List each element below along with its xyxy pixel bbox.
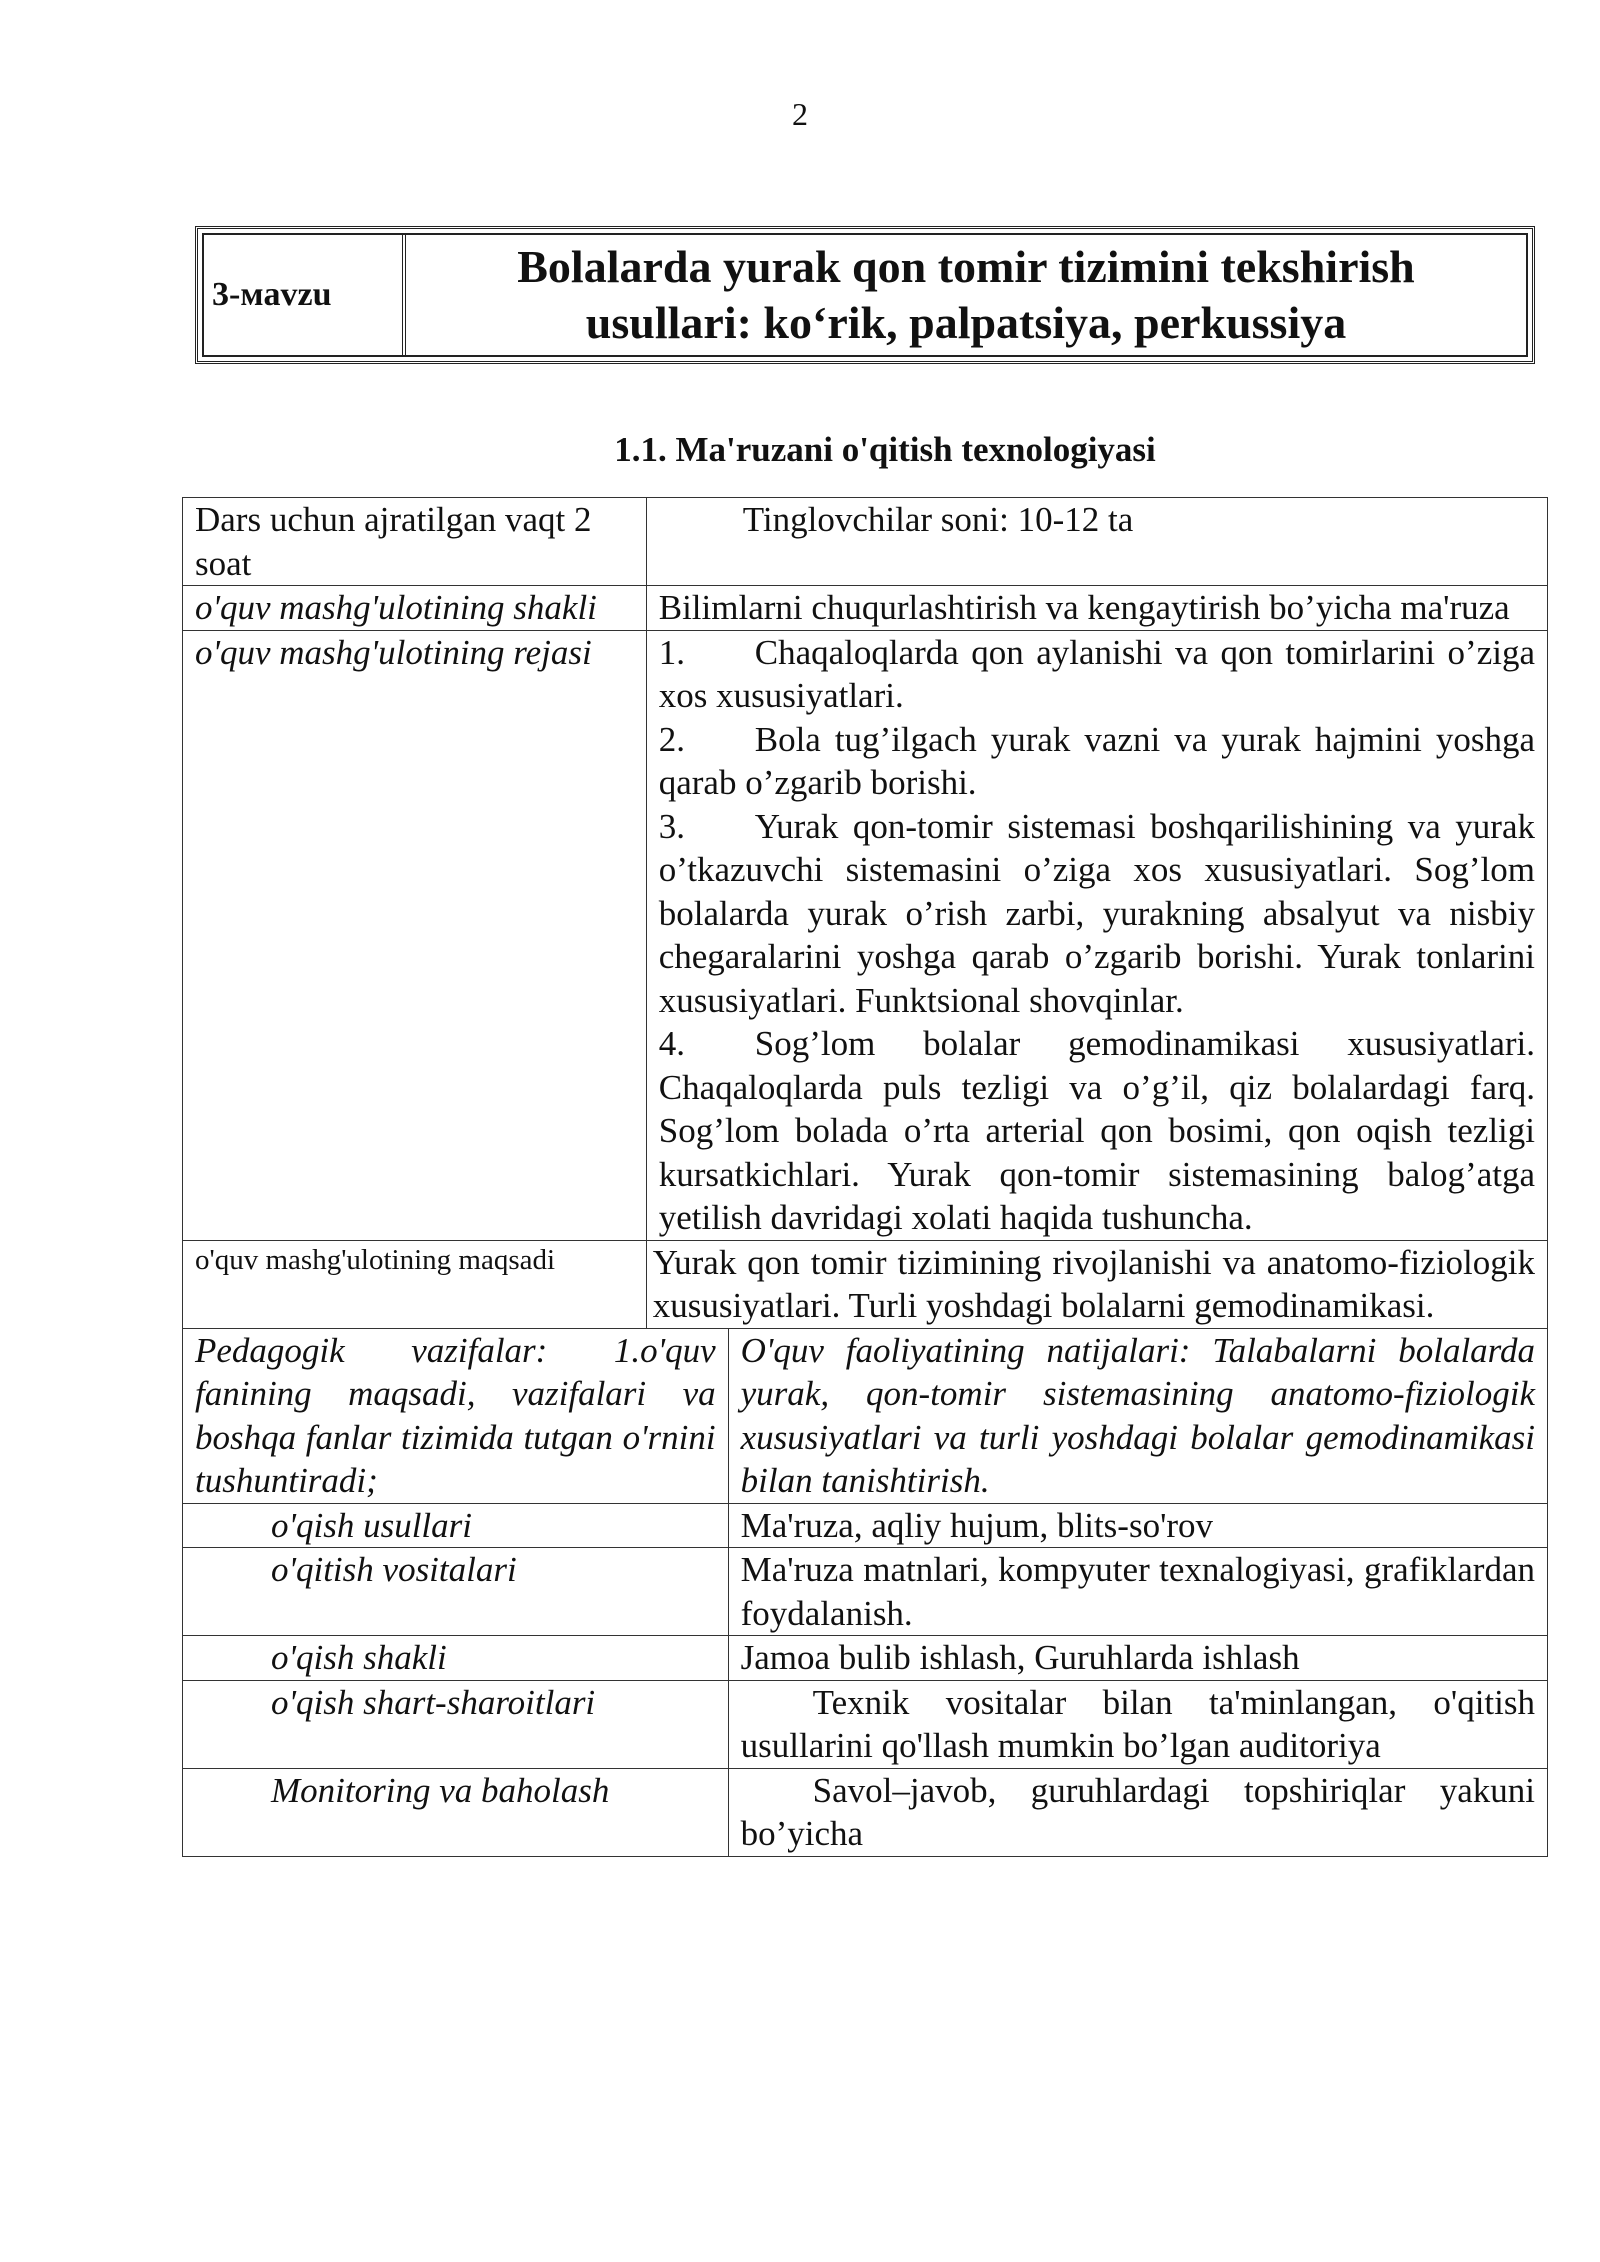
table-cell <box>646 630 1547 1240</box>
table-row <box>183 1636 1548 1681</box>
plan-item-text: Chaqaloqlarda qon aylanishi va qon tomirlarini o’ziga xos xususiyatlari. <box>658 632 1535 715</box>
table-cell: Texnik vositalar bilan ta'minlangan, o'qitish usullarini qo'llash mumkin bo’lgan auditoriya <box>728 1680 1547 1768</box>
plan-item-text: Yurak qon-tomir sistemasi boshqarilishining va yurak o’tkazuvchi sistemasini o’ziga xos xususiyatlari. Sog’lom bolalarda yurak o’rish zarbi, yurakning absalyut va nisbiy chegaralarini yoshga qarab o’zgarib borishi. Yurak tonlarini xususiyatlari. Funktsional shovqinlar. <box>658 806 1535 1020</box>
plan-item <box>659 1022 1535 1240</box>
table-row <box>183 1240 1548 1328</box>
table-row <box>183 630 1548 1240</box>
plan-item <box>659 718 1535 805</box>
table-row <box>183 1328 1548 1503</box>
table-cell: Jamoa bulib ishlash, Guruhlarda ishlash <box>728 1636 1547 1681</box>
table-cell: Dars uchun ajratilgan vaqt 2 soat <box>183 498 647 586</box>
table-cell: Tinglovchilar soni: 10-12 ta <box>646 498 1547 586</box>
plan-item <box>659 631 1535 718</box>
plan-item-number: 1. <box>658 632 685 672</box>
table-cell: o'qish shart-sharoitlari <box>183 1680 729 1768</box>
topic-title-line1: Bolalarda yurak qon tomir tizimini tekshirish <box>517 241 1415 292</box>
table-cell: o'quv mashg'ulotining rejasi <box>183 630 647 1240</box>
table-cell: O'quv faoliyatining natijalari: Talabalarni bolalarda yurak, qon-tomir sistemasining anatomo-fiziologik xususiyatlari va turli yoshdagi bolalar gemodinamikasi bilan tanishtirish. <box>728 1328 1547 1503</box>
table-cell: Pedagogik vazifalar: 1.o'quv fanining maqsadi, vazifalari va boshqa fanlar tizimida tutgan o'rnini tushuntiradi; <box>183 1328 729 1503</box>
table-row <box>183 1503 1548 1548</box>
table-row <box>183 498 1548 586</box>
plan-item-number: 3. <box>658 806 685 846</box>
table-row <box>183 1548 1548 1636</box>
table-cell: o'quv mashg'ulotining maqsadi <box>183 1240 647 1328</box>
plan-item <box>659 805 1535 1023</box>
table-cell: o'quv mashg'ulotining shakli <box>183 586 647 631</box>
topic-label: 3-мavzu <box>204 235 406 355</box>
table-cell: o'qish shakli <box>183 1636 729 1681</box>
topic-title-line2: usullari: ko‘rik, palpatsiya, perkussiya <box>585 297 1347 348</box>
plan-item-number: 2. <box>658 719 685 759</box>
table-cell: Monitoring va baholash <box>183 1768 729 1856</box>
plan-item-text: Bola tug’ilgach yurak vazni va yurak hajmini yoshga qarab o’zgarib borishi. <box>658 719 1535 802</box>
table-cell: o'qish usullari <box>183 1503 729 1548</box>
plan-item-text: Sog’lom bolalar gemodinamikasi xususiyatlari. Chaqaloqlarda puls tezligi va o’g’il, qiz bolalardagi farq. Sog’lom bolada o’rta arterial qon bosimi, qon oqish tezligi kursatkichlari. Yurak qon-tomir sistemasining balog’atga yetilish davridagi xolati haqida tushuncha. <box>658 1024 1535 1237</box>
table-cell: o'qitish vositalari <box>183 1548 729 1636</box>
table-cell: Yurak qon tomir tizimining rivojlanishi va anatomo-fiziologik xususiyatlari. Turli yoshdagi bolalarni gemodinamikasi. <box>646 1240 1547 1328</box>
table-row <box>183 1768 1548 1856</box>
table-cell: Ma'ruza, aqliy hujum, blits-so'rov <box>728 1503 1547 1548</box>
table-row <box>183 586 1548 631</box>
table-row <box>183 1680 1548 1768</box>
table-cell: Bilimlarni chuqurlashtirish va kengaytirish bo’yicha ma'ruza <box>646 586 1547 631</box>
section-title: 1.1. Ma'ruzani o'qitish texnologiyasi <box>614 430 1156 469</box>
table-cell: Savol–javob, guruhlardagi topshiriqlar yakuni bo’yicha <box>728 1768 1547 1856</box>
table-cell: Ma'ruza matnlari, kompyuter texnalogiyasi, grafiklardan foydalanish. <box>728 1548 1547 1636</box>
page-number: 2 <box>792 96 808 132</box>
topic-header <box>195 226 1535 364</box>
lesson-plan-table <box>182 497 1548 1857</box>
plan-item-number: 4. <box>658 1024 685 1063</box>
topic-title <box>406 235 1526 355</box>
